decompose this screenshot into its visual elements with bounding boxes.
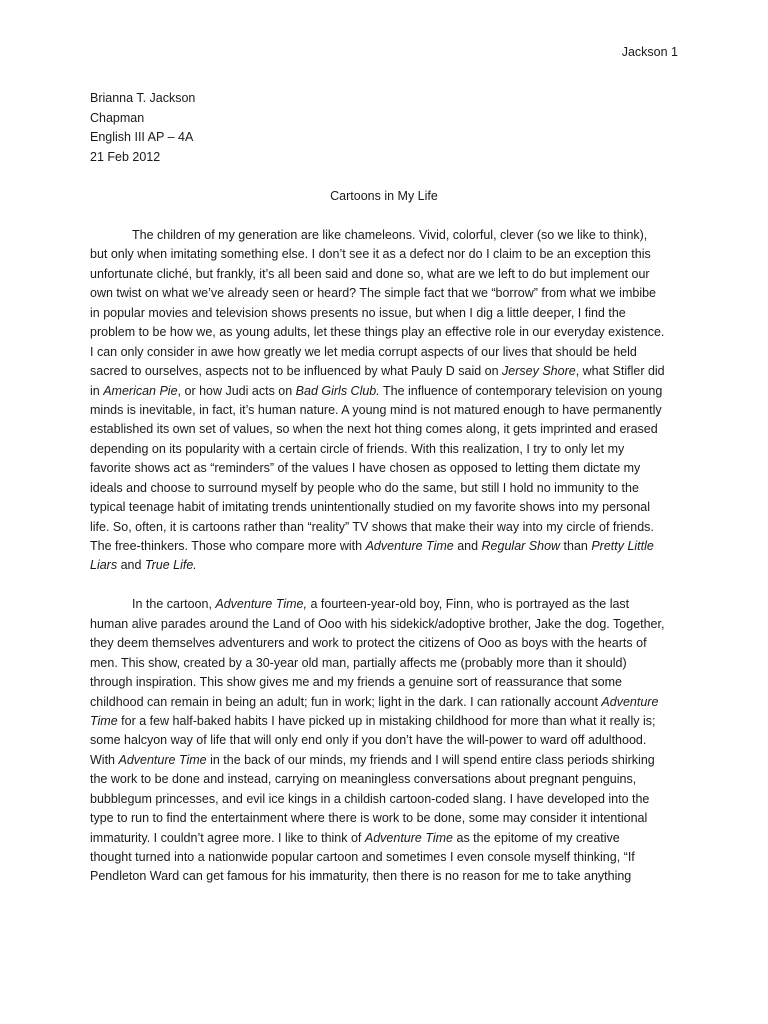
italic-title: Adventure — [601, 694, 659, 709]
text-run: in — [90, 383, 104, 398]
italic-title: Adventure Time — [365, 539, 454, 553]
text-run: life. So, often, it is cartoons rather than “reality” TV shows that make their way into my circle of friends. — [90, 519, 654, 534]
italic-title: Jersey Shore — [502, 364, 576, 379]
text-run: typical teenage habit of imitating trends unintentionally studied on my favorite shows into my personal — [90, 500, 651, 515]
text-line — [90, 595, 678, 614]
text-line — [90, 245, 678, 264]
paragraph-gap — [90, 576, 678, 595]
text-line — [90, 323, 678, 342]
text-line — [90, 518, 678, 537]
text-run: favorite shows act as “reminders” of the values I have chosen as opposed to letting them dictate my — [90, 461, 641, 476]
text-line — [90, 615, 678, 634]
text-run: they deem themselves adventurers and work to protect the citizens of Ooo as boys with the hearts of — [90, 636, 647, 651]
italic-title: Liars — [90, 558, 118, 573]
text-line — [90, 459, 678, 478]
text-line — [90, 731, 678, 750]
text-run: problem to be how we, as young adults, let these things play an effective role in our everyday existence. — [90, 325, 665, 340]
italic-title: Adventure Time — [118, 752, 207, 767]
text-run: own twist on what we’ve already seen or heard? The simple fact that we “borrow” from what we imbibe — [90, 286, 656, 301]
text-run: Pendleton Ward can get famous for his immaturity, then there is no reason for me to take anything — [90, 869, 632, 884]
text-run: , or how Judi acts on — [177, 383, 296, 398]
text-run: depending on its popularity with a certain circle of friends. With this realization, I try to only let my — [90, 441, 625, 456]
course-name: English III AP – 4A — [90, 130, 194, 144]
text-run: than — [560, 539, 592, 553]
text-line — [90, 382, 678, 401]
italic-title: Adventure Time, — [215, 597, 307, 612]
heading-block — [90, 89, 195, 167]
text-line — [90, 265, 678, 284]
text-line — [90, 556, 678, 575]
text-run: human alive parades around the Land of Ooo with his sidekick/adoptive brother, Jake the dog. Together, — [90, 616, 665, 631]
text-line — [90, 440, 678, 459]
paragraph — [90, 595, 678, 887]
text-run: type to run to find the entertainment where there is work to be done, some may consider it intentional — [90, 811, 648, 826]
text-line — [90, 751, 678, 770]
author-name: Brianna T. Jackson — [90, 91, 196, 105]
text-run: , what Stifler did — [575, 364, 665, 379]
text-line — [90, 848, 678, 867]
text-run: With — [90, 752, 119, 767]
text-run: In the cartoon, — [132, 597, 216, 612]
text-run: thought turned into a nationwide popular cartoon and sometimes I even console myself thinking, “If — [90, 850, 635, 864]
text-run: unfortunate cliché, but frankly, it’s all been said and done so, what are we left to do but implement our — [90, 266, 650, 281]
italic-title: True Life. — [144, 558, 197, 573]
essay-date: 21 Feb 2012 — [90, 149, 161, 164]
text-line — [90, 867, 678, 886]
text-line — [90, 343, 678, 362]
italic-title: Time — [90, 713, 118, 728]
text-line — [90, 673, 678, 692]
text-line — [90, 770, 678, 789]
text-run: a fourteen-year-old boy, Finn, who is portrayed as the last — [307, 597, 630, 612]
essay-title: Cartoons in My Life — [330, 189, 438, 203]
italic-title: Bad Girls Club. — [295, 383, 380, 398]
text-line — [90, 362, 678, 381]
teacher-name: Chapman — [90, 110, 145, 125]
text-run: The free-thinkers. Those who compare more with — [90, 539, 366, 553]
text-line — [90, 809, 678, 828]
text-run: immaturity. I couldn’t agree more. I like to think of — [90, 830, 365, 845]
text-run: for a few half-baked habits I have picked up in mistaking childhood for more than what it really is; — [117, 713, 656, 728]
text-run: childhood can remain in being an adult; fun in work; light in the dark. I can rationally account — [90, 694, 602, 709]
text-run: in the back of our minds, my friends and I will spend entire class periods shirking — [206, 752, 655, 767]
text-line — [90, 654, 678, 673]
text-line — [90, 829, 678, 848]
text-line — [90, 479, 678, 498]
text-run: I can only consider in awe how greatly we let media corrupt aspects of our lives that should be held — [90, 344, 637, 359]
text-run: in popular movies and television shows presents no issue, but when I dig a little deeper, I find the — [90, 305, 626, 320]
text-run: but only when imitating something else. I don’t see it as a defect nor do I claim to be an exception this — [90, 247, 651, 262]
text-line — [90, 537, 678, 556]
italic-title: American Pie — [103, 383, 178, 398]
text-run: some halcyon way of life that will only end only if you don’t have the will-power to ward off adulthood. — [90, 733, 647, 748]
text-run: through inspiration. This show gives me and my friends a genuine sort of reassurance that some — [90, 675, 622, 690]
italic-title: Adventure Time — [364, 830, 454, 845]
text-run: established its own set of values, so when the next hot thing comes along, it gets imprinted and erased — [90, 422, 658, 437]
italic-title: Pretty Little — [591, 539, 654, 553]
text-line — [90, 693, 678, 712]
text-line — [90, 498, 678, 517]
text-line — [90, 712, 678, 731]
text-run: sacred to ourselves, aspects not to be influenced by what Pauly D said on — [90, 364, 503, 379]
text-line — [90, 634, 678, 653]
text-run: minds is inevitable, in fact, it’s human nature. A young mind is not matured enough to have permanently — [90, 402, 662, 417]
running-header: Jackson 1 — [621, 45, 678, 59]
essay-body — [90, 226, 678, 887]
text-line — [90, 284, 678, 303]
text-run: and — [453, 539, 482, 553]
text-run: The influence of contemporary television on young — [379, 383, 663, 398]
italic-title: Regular Show — [481, 539, 561, 553]
paragraph — [90, 226, 678, 576]
text-run: and — [117, 558, 145, 573]
text-run: the work to be done and instead, carrying on meaningless conversations about pregnant penguins, — [90, 772, 637, 787]
text-run: as the epitome of my creative — [453, 830, 620, 845]
text-run: The children of my generation are like chameleons. Vivid, colorful, clever (so we like to think), — [132, 228, 648, 242]
text-run: ideals and choose to surround myself by people who do the same, but still I hold no immunity to the — [90, 480, 639, 495]
text-line — [90, 226, 678, 245]
text-line — [90, 420, 678, 439]
text-line — [90, 304, 678, 323]
text-run: bubblegum princesses, and evil ice kings in a childish cartoon-coded slang. I have developed into the — [90, 791, 650, 806]
text-run: men. This show, created by a 30-year old man, partially affects me (probably more than it should) — [90, 655, 627, 670]
text-line — [90, 401, 678, 420]
text-line — [90, 790, 678, 809]
